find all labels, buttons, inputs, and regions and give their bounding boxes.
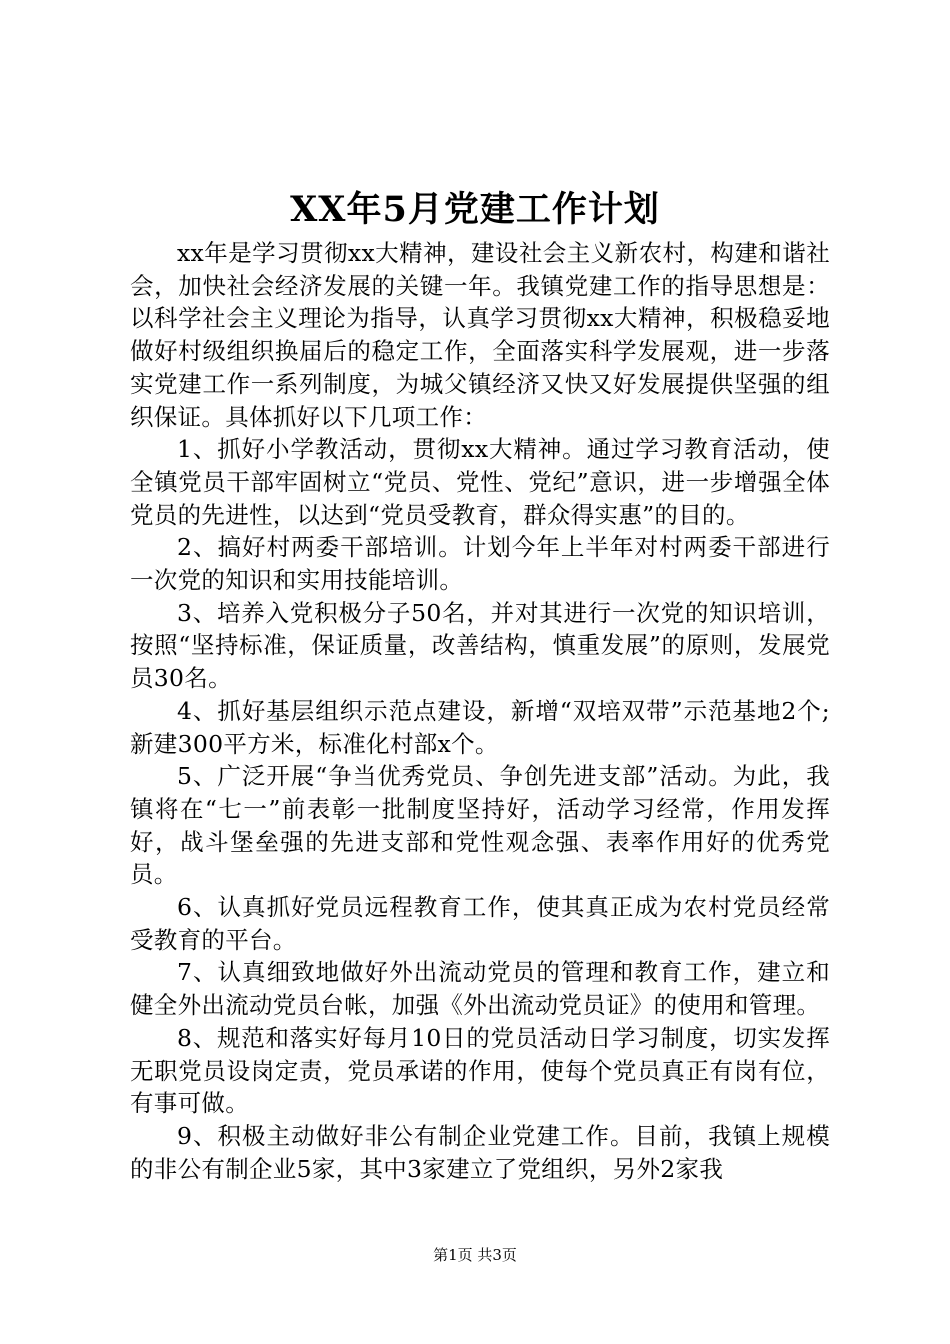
- item-paragraph-6: 6、认真抓好党员远程教育工作，使其真正成为农村党员经常受教育的平台。: [130, 893, 830, 954]
- item-paragraph-4: 4、抓好基层组织示范点建设，新增“双培双带”示范基地2个;新建300平方米，标准化村部x个。: [130, 696, 830, 758]
- item-paragraph-2: 2、搞好村两委干部培训。计划今年上半年对村两委干部进行一次党的知识和实用技能培训。: [130, 533, 830, 595]
- document-body: [130, 237, 830, 1185]
- intro-paragraph: xx年是学习贯彻xx大精神，建设社会主义新农村，构建和谐社会，加快社会经济发展的关键一年。我镇党建工作的指导思想是：以科学社会主义理论为指导，认真学习贯彻xx大精神，积极稳妥地做好村级组织换届后的稳定工作，全面落实科学发展观，进一步落实党建工作一系列制度，为城父镇经济又快又好发展提供坚强的组织保证。具体抓好以下几项工作：: [130, 239, 830, 431]
- page-footer: 第1页 共3页: [433, 1246, 517, 1264]
- item-paragraph-8: 8、规范和落实好每月10日的党员活动日学习制度，切实发挥无职党员设岗定责，党员承诺的作用，使每个党员真正有岗有位，有事可做。: [130, 1023, 830, 1118]
- item-paragraph-1: 1、抓好小学教活动，贯彻xx大精神。通过学习教育活动，使全镇党员干部牢固树立“党员、党性、党纪”意识，进一步增强全体党员的先进性，以达到“党员受教育，群众得实惠”的目的。: [130, 435, 830, 529]
- item-paragraph-5: 5、广泛开展“争当优秀党员、争创先进支部”活动。为此，我镇将在“七一”前表彰一批制度坚持好，活动学习经常，作用发挥好，战斗堡垒强的先进支部和党性观念强、表率作用好的优秀党员。: [130, 762, 830, 889]
- item-paragraph-7: 7、认真细致地做好外出流动党员的管理和教育工作，建立和健全外出流动党员台帐，加强《外出流动党员证》的使用和管理。: [130, 958, 830, 1020]
- item-paragraph-9: 9、积极主动做好非公有制企业党建工作。目前，我镇上规模的非公有制企业5家，其中3家建立了党组织，另外2家我: [130, 1121, 830, 1183]
- document-title: XX年5月党建工作计划: [290, 189, 660, 230]
- item-paragraph-3: 3、培养入党积极分子50名，并对其进行一次党的知识培训，按照“坚持标准，保证质量，改善结构，慎重发展”的原则，发展党员30名。: [130, 598, 830, 693]
